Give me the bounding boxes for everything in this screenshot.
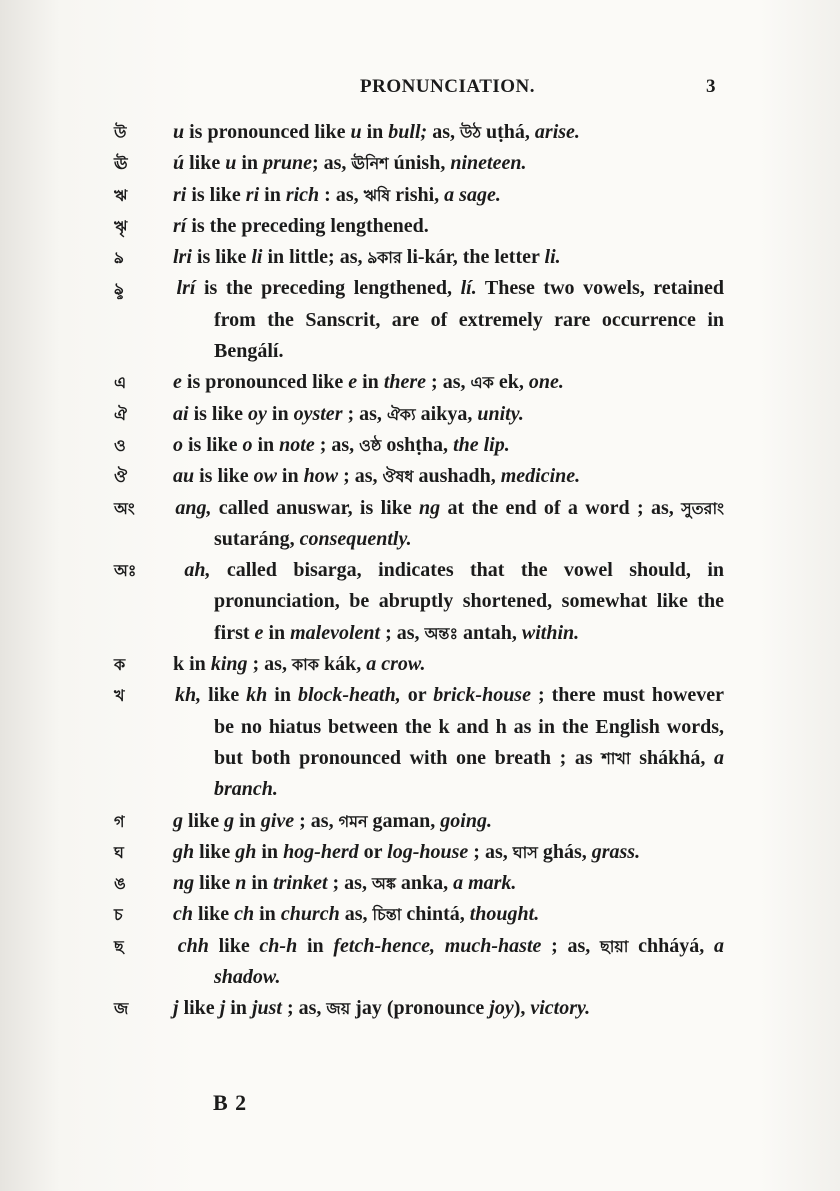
italic-text: a shadow. [214, 934, 725, 989]
entry-text: like [183, 809, 225, 832]
italic-text: there [383, 371, 427, 394]
italic-text: give [260, 809, 295, 832]
entry-text: is like [194, 465, 254, 488]
entry: ঊ ú like u in prune; as, ঊনিশ únish, nineteen. [114, 152, 527, 175]
italic-text: e [173, 371, 182, 394]
italic-text: consequently. [299, 527, 412, 550]
italic-text: nineteen. [450, 152, 527, 175]
entry-text: únish, [388, 152, 451, 175]
entry-text: in [256, 840, 284, 863]
entry: এ e is pronounced like e in there ; as, এক ek, one. [114, 371, 564, 394]
italic-text: victory. [530, 997, 591, 1020]
native-word: উঠ [459, 123, 481, 142]
italic-text: u [225, 152, 237, 175]
italic-text: trinket [273, 872, 328, 895]
italic-text: the lip. [453, 433, 510, 456]
entry-text: in [254, 903, 281, 926]
italic-text: e [348, 371, 358, 394]
entry: ৡ lrí is the preceding lengthened, lí. These two vowels, retained from the Sanscrit, are of extremely rare occurrence in Bengálí. [114, 277, 725, 363]
entry-text: like [178, 997, 220, 1020]
italic-text: unity. [477, 402, 524, 425]
entry-text: chintá, [401, 903, 470, 926]
entry-text: as, [339, 903, 373, 926]
italic-text: rí [173, 214, 187, 237]
italic-text: ai [173, 402, 189, 425]
entry-text: like [194, 840, 236, 863]
italic-text: joy [489, 997, 514, 1020]
entry: ঐ ai is like oy in oyster ; as, ঐক্য aikya, unity. [114, 402, 524, 425]
entry-text: ; as, [380, 621, 425, 644]
italic-text: lrí [176, 277, 196, 300]
italic-text: ng [419, 496, 441, 519]
entry-text: in [357, 371, 384, 394]
native-word: ঔষধ [382, 467, 414, 487]
entry-text: aushadh, [413, 465, 501, 488]
entry: জ j like j in just ; as, জয় jay (pronounce joy), victory. [114, 997, 591, 1020]
entry-text: ), [513, 997, 531, 1020]
italic-text: lri [173, 246, 192, 269]
entry: ৠ rí is the preceding lengthened. [114, 214, 429, 237]
italic-text: ri [173, 183, 187, 206]
entry: ঙ ng like n in trinket ; as, অঙ্ক anka, a mark. [114, 872, 517, 895]
italic-text: ri [245, 183, 260, 206]
italic-text: gh [173, 840, 195, 863]
entry-text: chháyá, [628, 934, 715, 957]
signature-mark: B 2 [213, 1090, 248, 1115]
entry-text: antah, [457, 621, 522, 644]
entry-text: oshṭha, [381, 433, 454, 456]
entry-text: called bisarga, indicates that the vowel should, in pronunciation, be abruptly shortened, somewhat like the first [210, 559, 724, 644]
entry: ঌ lri is like li in little; as, ঌকার li-kár, the letter li. [114, 246, 561, 269]
native-word: কাক [291, 655, 319, 675]
entry-text: called anuswar, is like [211, 496, 420, 519]
entry-text: ; as, [338, 465, 383, 488]
italic-text: ng [173, 872, 195, 895]
entry-text: ek, [493, 371, 529, 394]
entry-text: in little; as, [262, 246, 368, 269]
entry-text: ; as, [426, 371, 471, 394]
italic-text: log-house [387, 840, 469, 863]
entry-text: aikya, [415, 402, 478, 425]
italic-text: a mark. [453, 872, 517, 895]
italic-text: note [279, 433, 315, 456]
italic-text: oy [248, 402, 267, 425]
italic-text: oyster [293, 402, 343, 425]
italic-text: a branch. [214, 746, 724, 801]
entry: গ g like g in give ; as, গমন gaman, going. [114, 809, 492, 832]
italic-text: fetch-hence, much-haste [333, 934, 542, 957]
entry: খ kh, like kh in block-heath, or brick-house ; there must however be no hiatus between the k and h as in the English words, but both pronounced with one breath ; as শাখা shákhá, a branch. [114, 684, 725, 801]
italic-text: au [173, 465, 195, 488]
italic-text: prune [263, 152, 312, 175]
native-word: গমন [338, 811, 368, 831]
entry-text: in [225, 997, 252, 1020]
entry-text: ; as, [468, 840, 513, 863]
native-word: জয় [326, 999, 351, 1019]
entry-text: uṭhá, [481, 121, 535, 143]
entry: চ ch like ch in church as, চিন্তা chintá, thought. [114, 903, 540, 926]
italic-text: malevolent [290, 621, 381, 644]
entry: ও o is like o in note ; as, ওষ্ঠ oshṭha, the lip. [114, 433, 510, 456]
entry: অঃ ah, called bisarga, indicates that the vowel should, in pronunciation, be abruptly shortened, somewhat like the first e in malevolent ; as, অন্তঃ antah, within. [114, 559, 724, 644]
native-word: অঙ্ক [371, 874, 396, 894]
italic-text: lí. [460, 277, 477, 300]
entry-text: gaman, [367, 809, 441, 832]
italic-text: how [303, 465, 339, 488]
entry-text: like [194, 872, 236, 895]
italic-text: n [235, 872, 247, 895]
italic-text: ang, [175, 496, 212, 519]
entry-text: in [266, 402, 294, 425]
entry-text: ; as, [314, 433, 360, 456]
entry-text: in [259, 183, 286, 206]
native-word: সুতরাং [681, 498, 724, 518]
italic-text: block-heath, [297, 684, 401, 707]
italic-text: a crow. [366, 653, 426, 676]
entry-text: rishi, [390, 183, 445, 206]
italic-text: ch [234, 903, 255, 926]
entry-text: : as, [319, 183, 364, 206]
italic-text: u [173, 121, 185, 143]
entry-text: ; as, [327, 872, 372, 895]
page-number: 3 [706, 76, 716, 97]
native-word: অন্তঃ [424, 623, 458, 643]
entry-text [168, 559, 184, 581]
italic-text: brick-house [433, 684, 531, 707]
italic-text: ch [173, 903, 193, 926]
italic-text: just [251, 997, 282, 1020]
entry-text: ; as, [294, 809, 339, 832]
native-word: ঘাস [512, 842, 538, 862]
italic-text: li. [544, 246, 561, 269]
entry-text: is like [186, 183, 246, 206]
native-word: ছায়া [600, 936, 629, 956]
italic-text: church [280, 903, 340, 926]
italic-text: grass. [591, 840, 641, 863]
entry: ঋ ri is like ri in rich : as, ঋষি rishi, a sage. [114, 183, 501, 206]
entry-text: in [361, 121, 389, 143]
entry-text: like [208, 934, 260, 957]
entry: ক k in king ; as, কাক kák, a crow. [114, 653, 426, 676]
italic-text: a sage. [444, 183, 501, 206]
entry-text [168, 684, 175, 706]
entry-text: is like [188, 402, 249, 425]
entry-text: as, [427, 121, 460, 143]
entry-text: jay (pronounce [350, 997, 490, 1020]
entry: ঔ au is like ow in how ; as, ঔষধ aushadh, medicine. [114, 465, 581, 488]
native-word: এক [470, 373, 494, 393]
entry-text: ; as, [281, 997, 327, 1020]
entry-text: or [400, 684, 434, 707]
entry-text: li-kár, the letter [401, 246, 545, 269]
native-word: চিন্তা [372, 905, 402, 925]
italic-text: within. [521, 621, 580, 644]
entry-text: in [267, 684, 298, 707]
italic-text: u [350, 121, 362, 143]
entry-text: shákhá, [630, 746, 714, 769]
italic-text: e [254, 621, 264, 644]
entry-text: in [276, 465, 304, 488]
italic-text: gh [235, 840, 257, 863]
italic-text: j [219, 997, 226, 1020]
italic-text: li [251, 246, 263, 269]
entry: ঘ gh like gh in hog-herd or log-house ; as, ঘাস ghás, grass. [114, 840, 641, 863]
native-word: ঋষি [363, 185, 391, 205]
native-word: ঊনিশ [351, 154, 389, 174]
native-word: ওষ্ঠ [359, 435, 382, 455]
entry-text: is like [183, 433, 243, 456]
entry: অং ang, called anuswar, is like ng at the end of a word ; as, সুতরাং sutaráng, consequently. [114, 496, 724, 550]
italic-text: g [224, 809, 235, 832]
native-word: শাখা [601, 748, 631, 768]
italic-text: one. [528, 371, 564, 394]
page-title: PRONUNCIATION. [360, 76, 536, 97]
italic-text: hog-herd [283, 840, 359, 863]
italic-text: o [173, 433, 183, 456]
native-word: ঐক্য [386, 404, 416, 424]
entry-text: like [201, 684, 247, 707]
pronunciation-list [114, 117, 725, 1025]
entry-text: or [358, 840, 388, 863]
entry-text: kák, [318, 653, 367, 676]
italic-text: thought. [469, 903, 540, 926]
running-head [0, 76, 840, 104]
native-word: ঌকার [367, 248, 402, 268]
italic-text: ah, [184, 559, 211, 582]
entry-text: anka, [395, 872, 454, 895]
italic-text: medicine. [500, 465, 581, 488]
italic-text: ú [173, 152, 185, 175]
entry-text: in [246, 872, 274, 895]
entry-text: at the end of a word ; as, [440, 496, 682, 519]
italic-text: o [242, 433, 253, 456]
italic-text: ch-h [259, 934, 298, 957]
entry-text: ; as, [541, 934, 601, 957]
italic-text: chh [177, 934, 209, 957]
entry-text: k in [168, 653, 211, 676]
italic-text: king [210, 653, 248, 676]
entry-text: ; as, [342, 402, 387, 425]
entry-text: is like [191, 246, 252, 269]
entry: উ u is pronounced like u in bull; as, উঠ uṭhá, arise. [114, 121, 580, 143]
entry-text: ; as, [311, 152, 352, 175]
entry-text: in [252, 433, 280, 456]
entry-text [168, 277, 177, 299]
italic-text: rich [285, 183, 320, 206]
entry-text: in [236, 152, 264, 175]
entry-text: sutaráng, [214, 527, 300, 550]
entry-text: ; as, [247, 653, 292, 676]
italic-text: bull; [388, 121, 428, 143]
entry-text: is the preceding lengthened, [195, 277, 461, 300]
italic-text: kh [246, 684, 268, 707]
entry-text: These two vowels, retained from the Sanscrit, are of extremely rare occurrence in Bengálí. [214, 277, 725, 363]
entry-text: like [193, 903, 235, 926]
entry: ছ chh like ch-h in fetch-hence, much-haste ; as, ছায়া chháyá, a shadow. [114, 934, 725, 989]
entry-text: is pronounced like [181, 371, 349, 394]
entry-text: is the preceding lengthened. [186, 214, 429, 237]
entry-text: ; there must however be no hiatus between the k and h as in the English words, but both pronounced with one breath ; as [214, 684, 725, 769]
italic-text: g [173, 809, 183, 832]
italic-text: arise. [534, 121, 580, 143]
entry-text: like [184, 152, 226, 175]
entry-text: ghás, [537, 840, 592, 863]
italic-text: going. [440, 809, 492, 832]
entry-text: in [234, 809, 261, 832]
italic-text: j [173, 997, 179, 1020]
entry-text: is pronounced like [184, 121, 351, 143]
italic-text: kh, [174, 684, 202, 707]
entry-text [168, 935, 178, 957]
italic-text: ow [253, 465, 277, 488]
entry-text: in [297, 934, 334, 957]
entry-text: in [263, 621, 291, 644]
